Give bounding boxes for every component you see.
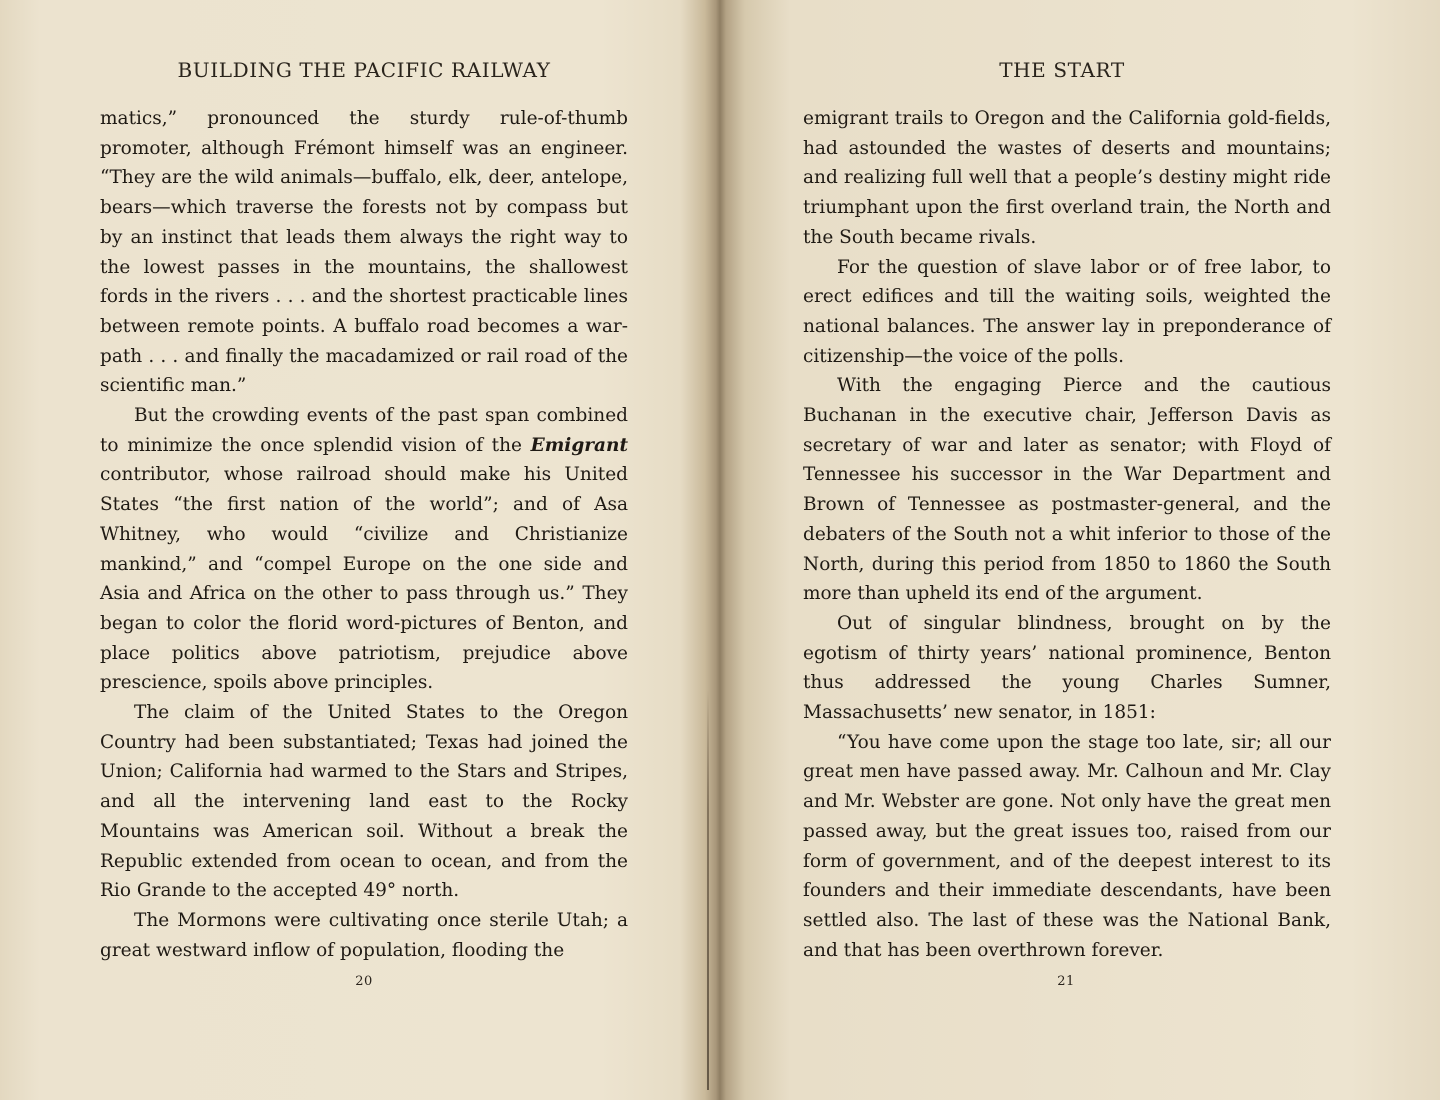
paragraph-text: contributor, whose railroad should make his United States “the first nation of the world”; and of Asa Whitney, who would “civilize and Christianize mankind,” and “compel Europe on the one side and Asia and Africa on the other to pass through us.” They began to color the florid word-pictures of Benton, and place politics above patriotism, prejudice above prescience, spoils above principles. — [100, 464, 628, 694]
paragraph-text: But the crowding events of the past span combined to minimize the once splendid vision of the — [100, 405, 628, 456]
paragraph: emigrant trails to Oregon and the California gold-fields, had astounded the wastes of deserts and mountains; and realizing full well that a people’s destiny might ride triumphant upon the first overland train, the North and the South became rivals. — [803, 108, 1331, 248]
page-number-left: 20 — [355, 974, 373, 989]
right-page — [720, 0, 1440, 1100]
paragraph: The claim of the United States to the Oregon Country had been substantiated; Texas had joined the Union; California had warmed to the Stars and Stripes, and all the intervening land east to the Rocky Mountains was American soil. Without a break the Republic extended from ocean to ocean, and from the Rio Grande to the accepted 49° north. — [100, 702, 628, 902]
italic-publication-title: Emigrant — [530, 434, 628, 456]
paragraph: Out of singular blindness, brought on by the egotism of thirty years’ national prominence, Benton thus addressed the young Charles Sumner, Massachusetts’ new senator, in 1851: — [803, 612, 1331, 724]
paragraph: The Mormons were cultivating once sterile Utah; a great westward inflow of population, flooding the — [100, 909, 628, 961]
page-number-right: 21 — [1057, 974, 1075, 989]
running-head-left: BUILDING THE PACIFIC RAILWAY — [177, 58, 551, 82]
gutter-shadow — [707, 690, 709, 1090]
paragraph: matics,” pronounced the sturdy rule-of-thumb promoter, although Frémont himself was an engineer. “They are the wild animals—buffalo, elk, deer, antelope, bears—which traverse the forests not by compass but by an instinct that leads them always the right way to the lowest passes in the mountains, the shallowest fords in the rivers . . . and the shortest practicable lines between remote points. A buffalo road becomes a war-path . . . and finally the macadamized or rail road of the scientific man.” — [100, 108, 628, 397]
paragraph: With the engaging Pierce and the cautious Buchanan in the executive chair, Jefferson Davis as secretary of war and later as senator; with Floyd of Tennessee his successor in the War Department and Brown of Tennessee as postmaster-general, and the debaters of the South not a whit inferior to those of the North, during this period from 1850 to 1860 the South more than upheld its end of the argument. — [803, 375, 1331, 605]
running-head-right: THE START — [999, 58, 1125, 82]
paragraph — [100, 401, 628, 698]
paragraph: For the question of slave labor or of free labor, to erect edifices and till the waiting soils, weighted the national balances. The answer lay in preponderance of citizenship—the voice of the polls. — [803, 256, 1331, 367]
paragraph: “You have come upon the stage too late, sir; all our great men have passed away. Mr. Calhoun and Mr. Clay and Mr. Webster are gone. Not only have the great men passed away, but the great issues too, raised from our form of government, and of the deepest interest to its founders and their immediate descendants, have been settled also. The last of these was the National Bank, and that has been overthrown forever. — [803, 731, 1331, 961]
left-page-body — [100, 104, 628, 965]
right-page-body — [803, 104, 1331, 965]
